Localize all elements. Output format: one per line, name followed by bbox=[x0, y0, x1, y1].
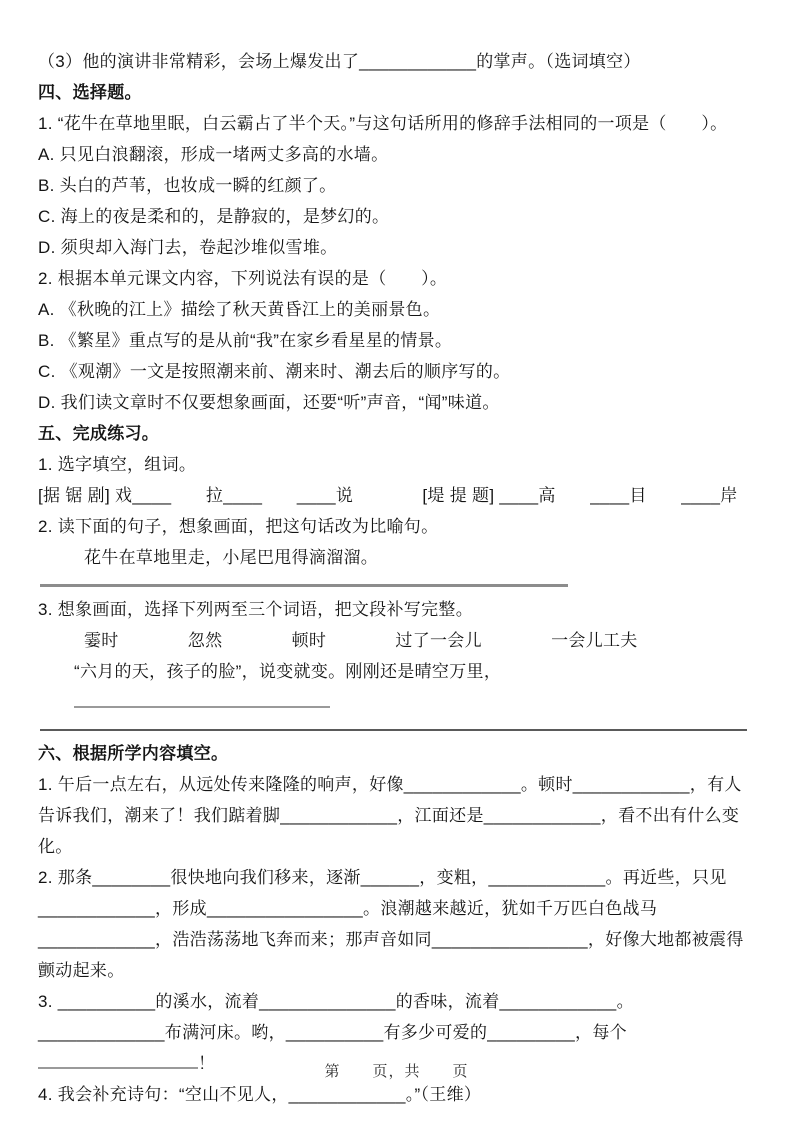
option-b: B. 头白的芦苇，也妆成一瞬的红颜了。 bbox=[38, 176, 337, 195]
word-bank: 霎时 忽然 顿时 过了一会儿 一会儿工夫 bbox=[84, 631, 638, 650]
answer-line bbox=[40, 584, 568, 587]
recite-question-1: 1. 午后一点左右，从远处传来隆隆的响声，好像____________。顿时____________，有人告诉我们，潮来了！我们踮着脚____________，江面还是____________，看不出有什么变化。 bbox=[38, 775, 742, 856]
option-b: B. 《繁星》重点写的是从前“我”在家乡看星星的情景。 bbox=[38, 331, 453, 350]
option-c: C. 海上的夜是柔和的，是静寂的，是梦幻的。 bbox=[38, 207, 390, 226]
exercise-2-prompt: 2. 读下面的句子，想象画面，把这句话改为比喻句。 bbox=[38, 517, 439, 536]
option-d: D. 我们读文章时不仅要想象画面，还要“听”声音，“闻”味道。 bbox=[38, 393, 500, 412]
section-heading-5: 五、完成练习。 bbox=[38, 424, 160, 443]
choice-question-2: 2. 根据本单元课文内容，下列说法有误的是（ ）。 bbox=[38, 269, 448, 288]
text-segment: “六月的天，孩子的脸”，说变就变。刚刚还是晴空万里， bbox=[74, 662, 502, 681]
recite-question-2: 2. 那条________很快地向我们移来，逐渐______，变粗，____________。再近些，只见____________，形成________________。浪潮越来越近，犹如千万匹白色战马____________，浩浩荡荡地飞奔而来；那声音如同________________，好像大地都被震得颤动起来。 bbox=[38, 868, 744, 980]
option-d: D. 须臾却入海门去，卷起沙堆似雪堆。 bbox=[38, 238, 338, 257]
page-footer bbox=[0, 1060, 793, 1081]
exercise-3-prompt: 3. 想象画面，选择下列两至三个词语，把文段补写完整。 bbox=[38, 600, 473, 619]
page-number-text: 第 页，共 页 bbox=[324, 1063, 469, 1080]
option-a: A. 只见白浪翻滚，形成一堵两丈多高的水墙。 bbox=[38, 145, 389, 164]
text-segment: ！ bbox=[198, 1054, 216, 1073]
fill-blank-question-3: （3）他的演讲非常精彩，会场上爆发出了____________的掌声。（选词填空） bbox=[38, 52, 641, 71]
answer-blank bbox=[74, 692, 330, 708]
section-heading-6: 六、根据所学内容填空。 bbox=[38, 744, 229, 763]
choice-question-1: 1. “花牛在草地里眠，白云霸占了半个天。”与这句话所用的修辞手法相同的一项是（ ）。 bbox=[38, 114, 728, 133]
text-segment: 3. __________的溪水，流着______________的香味，流着____________。_____________布满河床。哟，__________有多少可爱的_________，每个 bbox=[38, 992, 634, 1042]
option-a: A. 《秋晚的江上》描绘了秋天黄昏江上的美丽景色。 bbox=[38, 300, 441, 319]
option-c: C. 《观潮》一文是按照潮来前、潮来时、潮去后的顺序写的。 bbox=[38, 362, 511, 381]
recite-question-4: 4. 我会补充诗句：“空山不见人，____________。”（王维） bbox=[38, 1085, 482, 1104]
passage-to-complete bbox=[38, 656, 755, 718]
exercise-1-prompt: 1. 选字填空，组词。 bbox=[38, 455, 197, 474]
example-sentence: 花牛在草地里走，小尾巴甩得滴溜溜。 bbox=[84, 548, 379, 567]
answer-line bbox=[40, 729, 747, 731]
document-content bbox=[38, 46, 755, 1110]
character-fill-line: [据 锯 剧] 戏____ 拉____ ____说 [堤 提 题] ____高 ____目 ____岸 bbox=[38, 486, 738, 505]
section-heading-4: 四、选择题。 bbox=[38, 83, 142, 102]
